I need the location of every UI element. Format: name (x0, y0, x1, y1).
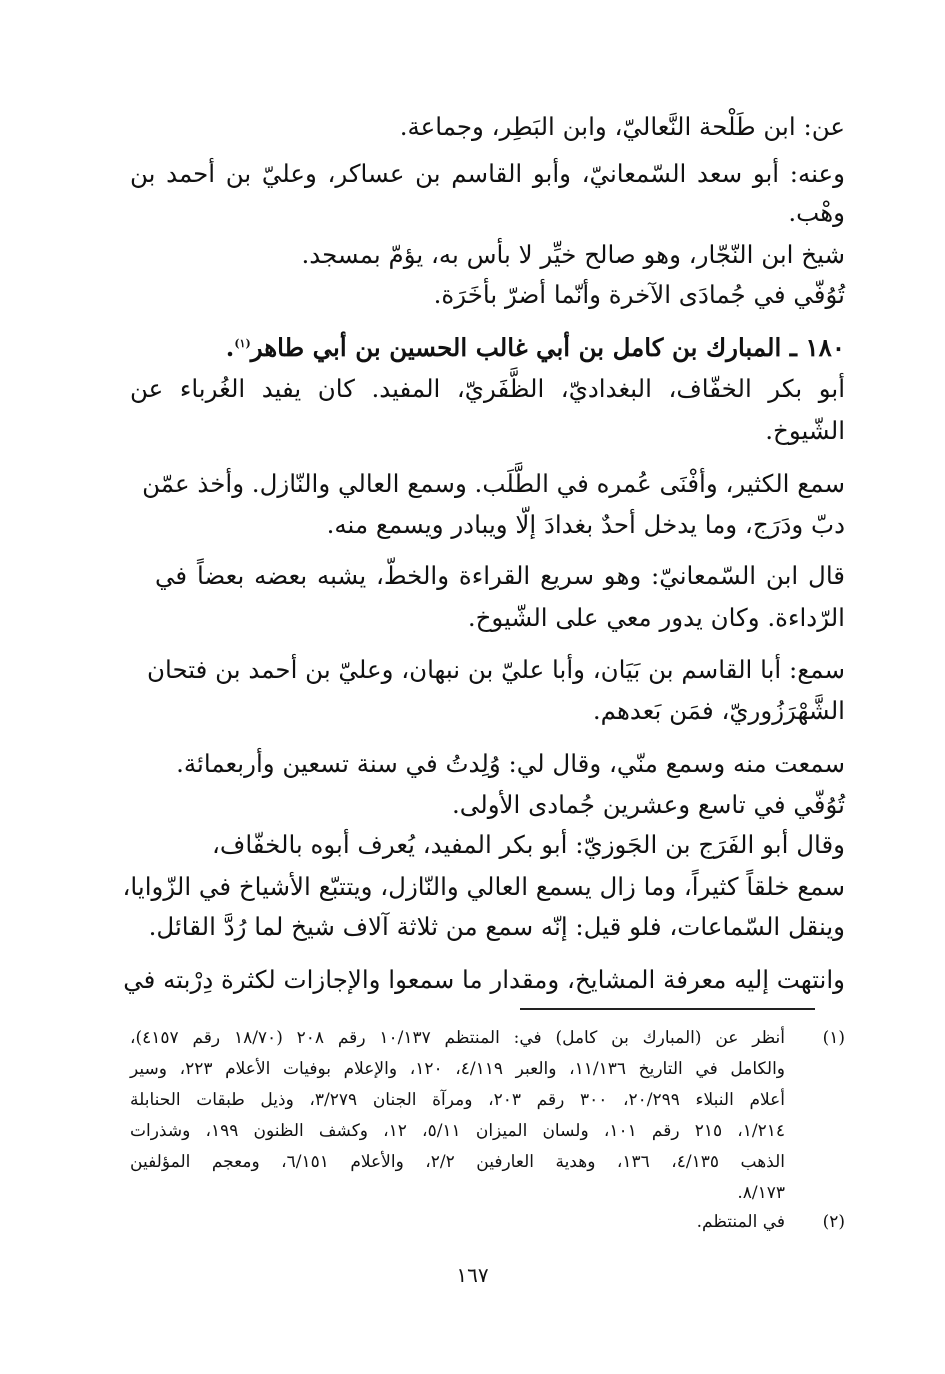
text-line: الشَّهْرَزُوريّ، فمَن بَعدهم. (592, 696, 845, 725)
text-line: تُوُفّي في جُمادَى الآخرة وأنّما أضرّ بأخَرَة. (433, 280, 845, 309)
text-line: وعنه: أبو سعد السّمعانيّ، وأبو القاسم بن عساكر، وعليّ بن أحمد بن (130, 159, 845, 188)
text-line: الرّداءة. وكان يدور معي على الشّيوخ. (467, 603, 845, 632)
footnote-line: في المنتظم. (696, 1212, 785, 1232)
quote-line-text: وقال أبو الفَرَج بن الجَوزيّ: أبو بكر المفيد، يُعرف أبوه بالخفّاف، (212, 830, 845, 859)
footnote-line: ١/٢١٤، ٢١٥ رقم ١٠١، ولسان الميزان ٥/١١، ١٢، وكشف الظنون ١٩٩، وشذرات (130, 1121, 786, 1141)
text-line: سمع الكثير، وأفْنَى عُمره في الطَّلَب. وسمع العالي والنّازل. وأخذ عمّن (142, 469, 845, 498)
footnote-line: أعلام النبلاء ٢٠/٢٩٩، ٣٠٠ رقم ٢٠٣، ومرآة الجنان ٣/٢٧٩، وذيل طبقات الحنابلة (130, 1090, 785, 1110)
footnote-line: ٨/١٧٣. (737, 1183, 785, 1203)
text-line: سمع: أبا القاسم بن بَيَان، وأبا عليّ بن نبهان، وعليّ بن أحمد بن فتحان (146, 655, 845, 684)
text-line: وينقل السّماعات، فلو قيل: إنّه سمع من ثلاثة آلاف شيخ لما رُدَّ القائل. (148, 912, 845, 941)
footnote-marker: (١) (234, 336, 251, 350)
footnote-line: أنظر عن (المبارك بن كامل) في: المنتظم ١٠/١٣٧ رقم ٢٠٨ (١٨/٧٠ رقم ٤١٥٧)، (130, 1028, 785, 1048)
footnote-number: (١) (822, 1028, 845, 1048)
footnote-number: (٢) (822, 1212, 845, 1232)
text-line: وهْب. (788, 198, 845, 227)
text-line: عن: ابن طَلْحة النَّعاليّ، وابن البَطِر، وجماعة. (399, 112, 845, 141)
text-line: دبّ ودَرَج، وما يدخل أحدٌ بغدادَ إلّا ويبادر ويسمع منه. (326, 510, 845, 539)
text-line: وانتهت إليه معرفة المشايخ، ومقدار ما سمعوا والإجازات لكثرة دِرْبته في (123, 965, 845, 994)
text-line: تُوُفّي في تاسع وعشرين جُمادى الأولى. (452, 790, 845, 819)
footnote-line: والكامل في التاريخ ١١/١٣٦، والعبر ٤/١١٩، ١٢٠، والإعلام بوفيات الأعلام ٢٢٣، وسير (130, 1059, 786, 1079)
heading-period: . (225, 333, 235, 362)
text-line-quote (155, 822, 845, 868)
text-line: أبو بكر الخفّاف، البغداديّ، الظَّفَريّ، المفيد. كان يفيد الغُرباء عن (130, 374, 845, 403)
text-line: قال ابن السّمعانيّ: وهو سريع القراءة والخطّ، يشبه بعضه بعضاً في (155, 561, 845, 590)
footnote-separator (520, 1008, 815, 1010)
text-line: سمع خلقاً كثيراً، وما زال يسمع العالي والنّازل، ويتتبّع الأشياخ في الزّوايا، (122, 872, 845, 901)
text-line: الشّيوخ. (765, 416, 845, 445)
text-line: شيخ ابن النّجّار، وهو صالح خيِّر لا بأس به، يؤمّ بمسجد. (301, 240, 845, 269)
footnote-line: الذهب ٤/١٣٥، ١٣٦، وهدية العارفين ٢/٢، والأعلام ٦/١٥١، ومعجم المؤلفين (130, 1152, 785, 1172)
page-number: ١٦٧ (456, 1263, 489, 1287)
text-line: سمعت منه وسمع منّي، وقال لي: وُلِدتُ في سنة تسعين وأربعمائة. (176, 749, 845, 778)
entry-heading (155, 325, 845, 371)
entry-heading-text: ١٨٠ ـ المبارك بن كامل بن أبي غالب الحسين بن أبي طاهر (250, 333, 845, 362)
